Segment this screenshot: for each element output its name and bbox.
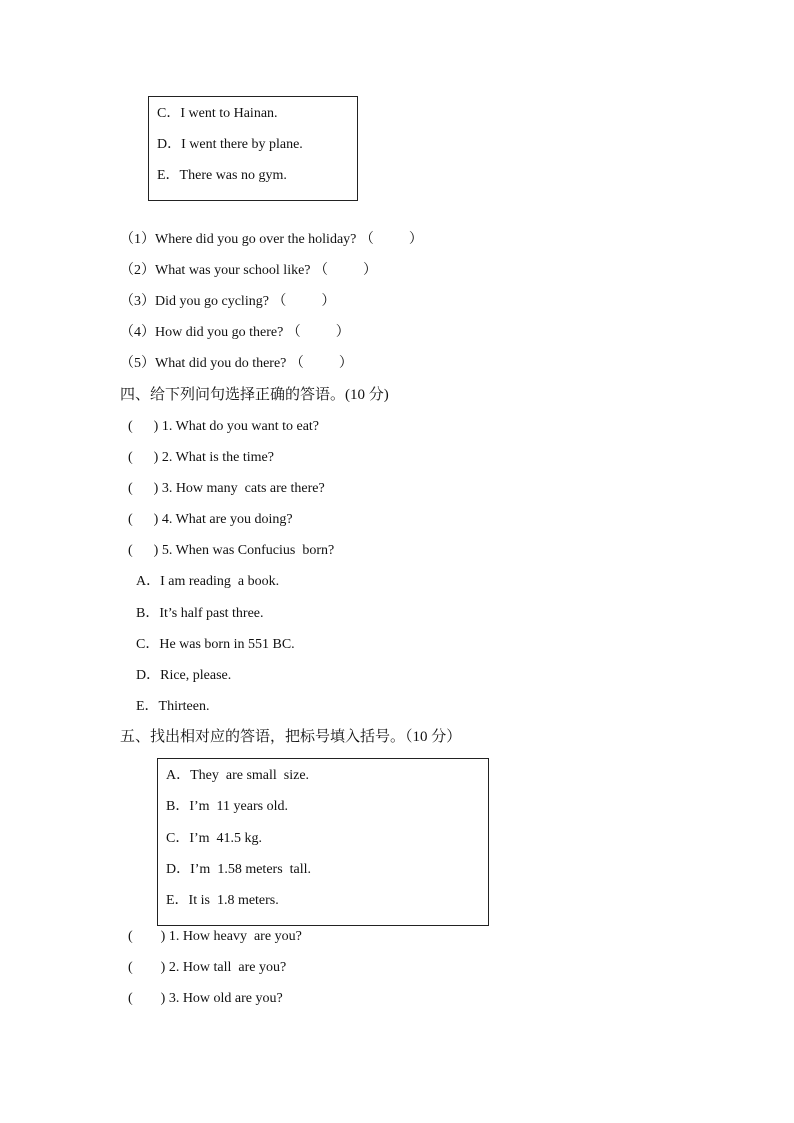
section5-question-1: ( ) 1. How heavy are you? [128,929,302,944]
part3-question-2: （2）What was your school like? （ ） [120,263,378,278]
section4-answer-e: E．Thirteen. [136,699,210,714]
box1-option-c: C．I went to Hainan. [157,106,278,121]
box2-option-c: C．I’m 41.5 kg. [166,831,263,846]
answer-options-box-2 [157,758,489,926]
section4-question-4: ( ) 4. What are you doing? [128,512,293,527]
section4-title: 四、给下列问句选择正确的答语。(10 分) [120,387,389,403]
section4-question-1: ( ) 1. What do you want to eat? [128,419,320,434]
section4-answer-d: D．Rice, please. [136,668,232,683]
section4-answer-a: A．I am reading a book. [136,574,280,589]
part3-question-5: （5）What did you do there? （ ） [120,356,353,371]
box2-option-e: E．It is 1.8 meters. [166,893,279,908]
answer-options-box-1 [148,96,358,201]
part3-question-1: （1）Where did you go over the holiday? （ ） [120,232,423,247]
section4-answer-c: C．He was born in 551 BC. [136,637,295,652]
box1-option-d: D．I went there by plane. [157,137,303,152]
box2-option-d: D．I’m 1.58 meters tall. [166,862,312,877]
section4-question-5: ( ) 5. When was Confucius born? [128,543,335,558]
part3-question-4: （4）How did you go there? （ ） [120,325,350,340]
box1-option-e: E．There was no gym. [157,168,287,183]
section5-question-2: ( ) 2. How tall are you? [128,960,287,975]
section5-title: 五、找出相对应的答语，把标号填入括号。（10 分） [120,729,462,745]
box2-option-b: B．I’m 11 years old. [166,799,288,814]
section5-question-3: ( ) 3. How old are you? [128,991,283,1006]
section4-question-2: ( ) 2. What is the time? [128,450,274,465]
box2-option-a: A．They are small size. [166,768,310,783]
section4-question-3: ( ) 3. How many cats are there? [128,481,325,496]
section4-answer-b: B．It’s half past three. [136,606,264,621]
part3-question-3: （3）Did you go cycling? （ ） [120,294,336,309]
